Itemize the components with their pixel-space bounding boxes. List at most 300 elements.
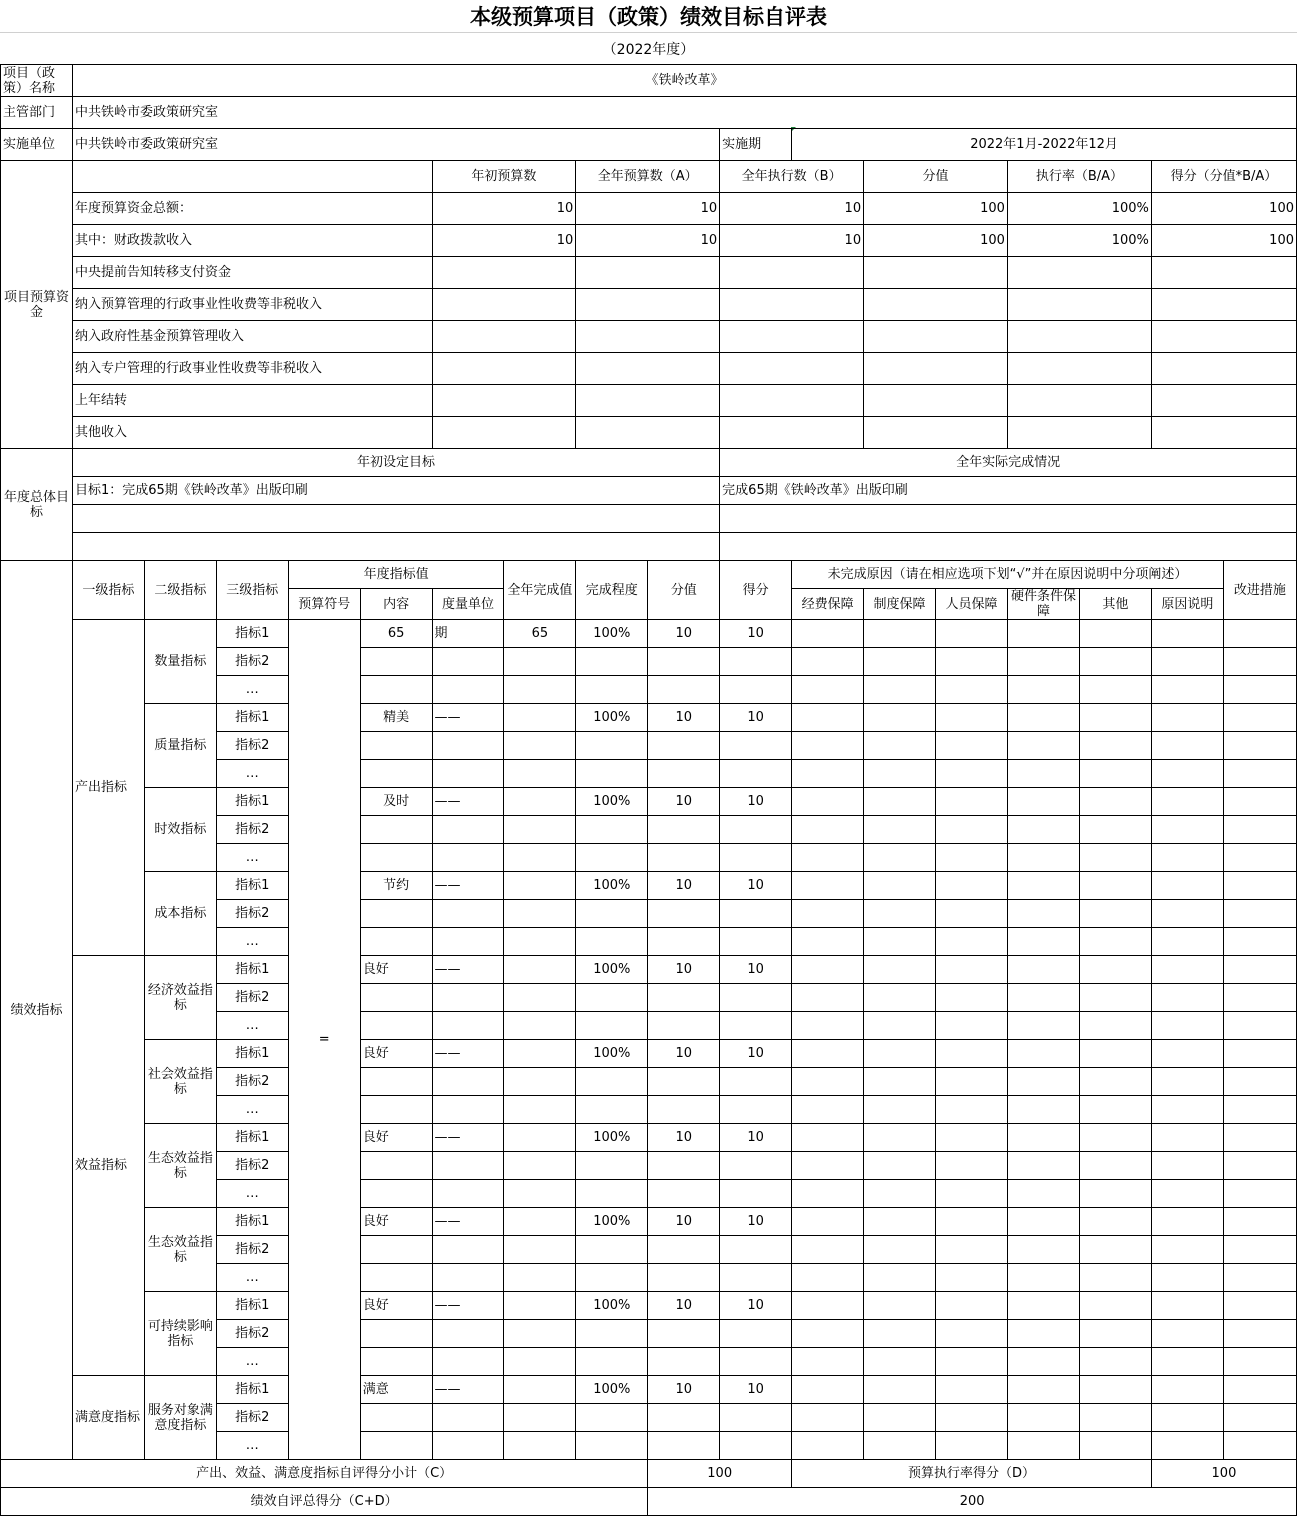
table-row xyxy=(1,289,1297,321)
reason-cell xyxy=(1151,984,1223,1012)
budget-value xyxy=(432,385,576,417)
level2-indicator: 数量指标 xyxy=(144,620,216,704)
reason-cell xyxy=(792,1068,864,1096)
level3-indicator: 指标1 xyxy=(216,872,288,900)
indicator-value xyxy=(648,1180,720,1208)
reason-cell xyxy=(1079,1264,1151,1292)
reason-cell xyxy=(1223,1040,1296,1068)
level3-indicator: 指标1 xyxy=(216,620,288,648)
reason-cell xyxy=(792,1124,864,1152)
budget-section-label: 项目预算资金 xyxy=(1,161,73,449)
reason-cell xyxy=(1079,1068,1151,1096)
indicator-value xyxy=(648,1348,720,1376)
level3-indicator: 指标1 xyxy=(216,1124,288,1152)
level2-indicator: 时效指标 xyxy=(144,788,216,872)
indicator-degree: 100% xyxy=(576,1208,648,1236)
budget-value: 10 xyxy=(432,193,576,225)
indicator-value: 10 xyxy=(648,1040,720,1068)
header-symbol: 预算符号 xyxy=(288,589,360,620)
reason-cell xyxy=(936,872,1008,900)
budget-row-label: 其中：财政拨款收入 xyxy=(72,225,432,257)
table-row xyxy=(1,505,1297,533)
indicator-content: 良好 xyxy=(360,1124,432,1152)
indicator-content xyxy=(360,1068,432,1096)
budget-value: 100% xyxy=(1007,225,1151,257)
budget-value xyxy=(720,353,864,385)
indicator-value xyxy=(648,1264,720,1292)
indicator-completed xyxy=(504,704,576,732)
reason-cell xyxy=(864,984,936,1012)
reason-cell xyxy=(1007,956,1079,984)
reason-cell xyxy=(864,1432,936,1460)
indicator-value xyxy=(648,732,720,760)
level3-indicator: 指标2 xyxy=(216,648,288,676)
header-reasons: 未完成原因（请在相应选项下划“√”并在原因说明中分项阐述） xyxy=(792,561,1224,589)
reason-cell xyxy=(864,1208,936,1236)
indicator-degree: 100% xyxy=(576,788,648,816)
reason-cell xyxy=(1007,872,1079,900)
reason-cell xyxy=(1223,760,1296,788)
dept-label: 主管部门 xyxy=(1,97,73,129)
indicator-value xyxy=(648,1432,720,1460)
level2-indicator: 服务对象满意度指标 xyxy=(144,1376,216,1460)
reason-cell xyxy=(1079,1208,1151,1236)
indicator-unit: —— xyxy=(432,1208,504,1236)
goal-actual: 完成65期《铁岭改革》出版印刷 xyxy=(720,477,1297,505)
header-degree: 完成程度 xyxy=(576,561,648,620)
reason-cell xyxy=(1007,620,1079,648)
indicator-content xyxy=(360,1096,432,1124)
level1-indicator: 效益指标 xyxy=(72,956,144,1376)
reason-cell xyxy=(864,1348,936,1376)
reason-cell xyxy=(1007,760,1079,788)
indicator-score xyxy=(720,984,792,1012)
header-level2: 二级指标 xyxy=(144,561,216,620)
indicator-unit xyxy=(432,1404,504,1432)
indicator-score xyxy=(720,816,792,844)
reason-cell xyxy=(1007,1236,1079,1264)
reason-cell xyxy=(1151,1152,1223,1180)
reason-cell xyxy=(936,1152,1008,1180)
reason-cell xyxy=(1151,1068,1223,1096)
indicator-score xyxy=(720,760,792,788)
reason-cell xyxy=(1007,1152,1079,1180)
reason-cell xyxy=(864,704,936,732)
indicator-degree xyxy=(576,928,648,956)
reason-cell xyxy=(1007,788,1079,816)
budget-value xyxy=(1151,321,1296,353)
reason-cell xyxy=(792,1236,864,1264)
budget-value xyxy=(1151,417,1296,449)
indicator-completed xyxy=(504,1068,576,1096)
budget-value xyxy=(720,289,864,321)
level3-indicator: 指标2 xyxy=(216,984,288,1012)
budget-value: 100 xyxy=(1151,225,1296,257)
reason-cell xyxy=(1223,1376,1296,1404)
level3-indicator: … xyxy=(216,1348,288,1376)
indicator-value: 10 xyxy=(648,1208,720,1236)
indicator-value xyxy=(648,928,720,956)
indicator-content xyxy=(360,760,432,788)
indicator-value xyxy=(648,984,720,1012)
reason-cell xyxy=(1151,1096,1223,1124)
indicator-completed xyxy=(504,732,576,760)
indicator-completed xyxy=(504,1124,576,1152)
indicator-content: 节约 xyxy=(360,872,432,900)
budget-row-label: 年度预算资金总额： xyxy=(72,193,432,225)
reason-cell xyxy=(1223,1320,1296,1348)
indicator-score xyxy=(720,1068,792,1096)
budget-header: 得分（分值*B/A） xyxy=(1151,161,1296,193)
unit-label: 实施单位 xyxy=(1,129,73,161)
indicator-unit: —— xyxy=(432,1376,504,1404)
perf-section-label: 绩效指标 xyxy=(1,561,73,1460)
budget-header: 执行率（B/A） xyxy=(1007,161,1151,193)
reason-cell xyxy=(864,1012,936,1040)
reason-cell xyxy=(936,1264,1008,1292)
goals-initial-header: 年初设定目标 xyxy=(72,449,719,477)
reason-cell xyxy=(1007,676,1079,704)
reason-cell xyxy=(936,844,1008,872)
level3-indicator: 指标2 xyxy=(216,900,288,928)
header-score: 得分 xyxy=(720,561,792,620)
indicator-unit xyxy=(432,1432,504,1460)
reason-cell xyxy=(1151,1432,1223,1460)
goal-initial: 目标1：完成65期《铁岭改革》出版印刷 xyxy=(72,477,719,505)
budget-value xyxy=(576,321,720,353)
reason-cell xyxy=(936,1320,1008,1348)
reason-cell xyxy=(864,620,936,648)
level3-indicator: 指标2 xyxy=(216,732,288,760)
table-row xyxy=(1,533,1297,561)
indicator-content xyxy=(360,816,432,844)
level3-indicator: 指标1 xyxy=(216,704,288,732)
level1-indicator: 满意度指标 xyxy=(72,1376,144,1460)
reason-cell xyxy=(1223,1124,1296,1152)
level3-indicator: 指标2 xyxy=(216,1320,288,1348)
indicator-content xyxy=(360,676,432,704)
indicator-score xyxy=(720,648,792,676)
reason-cell xyxy=(1079,1376,1151,1404)
reason-cell xyxy=(864,844,936,872)
reason-cell xyxy=(1223,928,1296,956)
budget-value xyxy=(432,321,576,353)
indicator-completed xyxy=(504,984,576,1012)
reason-cell xyxy=(792,1320,864,1348)
project-label: 项目（政策）名称 xyxy=(1,65,73,97)
reason-cell xyxy=(1223,1348,1296,1376)
reason-cell xyxy=(1151,1236,1223,1264)
reason-cell xyxy=(792,816,864,844)
indicator-unit: —— xyxy=(432,1292,504,1320)
budget-value xyxy=(1007,353,1151,385)
indicator-score: 10 xyxy=(720,704,792,732)
header-measures: 改进措施 xyxy=(1223,561,1296,620)
reason-cell xyxy=(1223,844,1296,872)
indicator-unit xyxy=(432,648,504,676)
reason-cell xyxy=(1151,872,1223,900)
reason-cell xyxy=(864,928,936,956)
indicator-completed xyxy=(504,1376,576,1404)
indicator-value: 10 xyxy=(648,788,720,816)
reason-cell xyxy=(864,1376,936,1404)
indicator-degree xyxy=(576,732,648,760)
indicator-unit xyxy=(432,1096,504,1124)
budget-value xyxy=(576,257,720,289)
indicator-score xyxy=(720,1096,792,1124)
subtotal-label: 产出、效益、满意度指标自评得分小计（C） xyxy=(1,1460,648,1488)
level3-indicator: … xyxy=(216,1096,288,1124)
reason-cell xyxy=(1223,676,1296,704)
indicator-completed xyxy=(504,1236,576,1264)
header-completed: 全年完成值 xyxy=(504,561,576,620)
reason-cell xyxy=(864,1292,936,1320)
indicator-value xyxy=(648,816,720,844)
indicator-content: 精美 xyxy=(360,704,432,732)
reason-cell xyxy=(1151,1404,1223,1432)
reason-cell xyxy=(1151,956,1223,984)
reason-cell xyxy=(792,872,864,900)
level2-indicator: 生态效益指标 xyxy=(144,1124,216,1208)
budget-value xyxy=(432,257,576,289)
indicator-unit xyxy=(432,844,504,872)
reason-cell xyxy=(1151,1348,1223,1376)
total-label: 绩效自评总得分（C+D） xyxy=(1,1488,648,1516)
budget-value: 10 xyxy=(576,193,720,225)
indicator-score: 10 xyxy=(720,872,792,900)
table-row xyxy=(1,449,1297,477)
indicator-content xyxy=(360,648,432,676)
indicator-value xyxy=(648,900,720,928)
indicator-score xyxy=(720,1348,792,1376)
reason-cell xyxy=(1079,816,1151,844)
table-row xyxy=(1,65,1297,97)
table-row xyxy=(1,1460,1297,1488)
reason-cell xyxy=(936,1376,1008,1404)
table-row xyxy=(1,1376,1297,1404)
table-row xyxy=(1,321,1297,353)
indicator-value: 10 xyxy=(648,1124,720,1152)
level3-indicator: … xyxy=(216,844,288,872)
indicator-unit: 期 xyxy=(432,620,504,648)
reason-cell xyxy=(936,1124,1008,1152)
level3-indicator: 指标1 xyxy=(216,1376,288,1404)
reason-cell xyxy=(792,1432,864,1460)
reason-cell xyxy=(936,928,1008,956)
level3-indicator: … xyxy=(216,760,288,788)
reason-cell xyxy=(792,620,864,648)
indicator-score xyxy=(720,1264,792,1292)
goal-actual xyxy=(720,533,1297,561)
indicator-unit xyxy=(432,676,504,704)
header-unit: 度量单位 xyxy=(432,589,504,620)
reason-cell xyxy=(864,1320,936,1348)
indicator-score: 10 xyxy=(720,1292,792,1320)
reason-cell xyxy=(936,984,1008,1012)
indicator-degree: 100% xyxy=(576,704,648,732)
reason-cell xyxy=(1223,956,1296,984)
indicator-completed xyxy=(504,844,576,872)
reason-cell xyxy=(1151,732,1223,760)
indicator-degree: 100% xyxy=(576,1124,648,1152)
reason-cell xyxy=(864,1124,936,1152)
indicator-value xyxy=(648,1236,720,1264)
level3-indicator: 指标1 xyxy=(216,788,288,816)
indicator-value: 10 xyxy=(648,620,720,648)
reason-cell xyxy=(936,900,1008,928)
indicator-completed xyxy=(504,1432,576,1460)
reason-cell xyxy=(1151,676,1223,704)
reason-cell xyxy=(792,704,864,732)
reason-cell xyxy=(792,1376,864,1404)
indicator-value xyxy=(648,1012,720,1040)
indicator-completed xyxy=(504,760,576,788)
reason-cell xyxy=(1223,704,1296,732)
indicator-unit: —— xyxy=(432,872,504,900)
budget-value xyxy=(1151,257,1296,289)
reason-cell xyxy=(792,788,864,816)
reason-cell xyxy=(936,1348,1008,1376)
indicator-degree xyxy=(576,1180,648,1208)
indicator-degree: 100% xyxy=(576,620,648,648)
reason-cell xyxy=(936,1068,1008,1096)
reason-cell xyxy=(1223,984,1296,1012)
level2-indicator: 生态效益指标 xyxy=(144,1208,216,1292)
header-score-value: 分值 xyxy=(648,561,720,620)
level2-indicator: 质量指标 xyxy=(144,704,216,788)
reason-cell xyxy=(1007,1012,1079,1040)
indicator-degree: 100% xyxy=(576,1040,648,1068)
budget-value xyxy=(1151,289,1296,321)
reason-cell xyxy=(1151,1040,1223,1068)
reason-cell xyxy=(864,872,936,900)
header-reason-col: 人员保障 xyxy=(936,589,1008,620)
reason-cell xyxy=(792,648,864,676)
reason-cell xyxy=(1079,1348,1151,1376)
indicator-degree: 100% xyxy=(576,872,648,900)
table-row xyxy=(1,129,1297,161)
reason-cell xyxy=(936,1292,1008,1320)
reason-cell xyxy=(792,844,864,872)
level2-indicator: 可持续影响指标 xyxy=(144,1292,216,1376)
indicator-degree: 100% xyxy=(576,1376,648,1404)
indicator-completed xyxy=(504,956,576,984)
level1-indicator: 产出指标 xyxy=(72,620,144,956)
level3-indicator: … xyxy=(216,1432,288,1460)
reason-cell xyxy=(1079,648,1151,676)
reason-cell xyxy=(1007,1124,1079,1152)
reason-cell xyxy=(1223,648,1296,676)
reason-cell xyxy=(936,1180,1008,1208)
reason-cell xyxy=(1151,1208,1223,1236)
period-label: 实施期 xyxy=(720,129,792,161)
indicator-content xyxy=(360,1432,432,1460)
reason-cell xyxy=(1223,1208,1296,1236)
indicator-completed xyxy=(504,648,576,676)
reason-cell xyxy=(1007,1376,1079,1404)
indicator-degree xyxy=(576,984,648,1012)
budget-header: 全年执行数（B） xyxy=(720,161,864,193)
table-row xyxy=(1,704,1297,732)
reason-cell xyxy=(1223,1236,1296,1264)
reason-cell xyxy=(1079,676,1151,704)
reason-cell xyxy=(1151,620,1223,648)
reason-cell xyxy=(936,956,1008,984)
reason-cell xyxy=(936,1040,1008,1068)
reason-cell xyxy=(792,900,864,928)
period-value: 2022年1月-2022年12月 xyxy=(792,129,1297,161)
reason-cell xyxy=(1151,760,1223,788)
budget-value xyxy=(864,417,1008,449)
reason-cell xyxy=(936,1236,1008,1264)
reason-cell xyxy=(792,1404,864,1432)
reason-cell xyxy=(1151,1012,1223,1040)
table-row xyxy=(1,872,1297,900)
budget-value xyxy=(864,321,1008,353)
level2-indicator: 成本指标 xyxy=(144,872,216,956)
indicator-score xyxy=(720,676,792,704)
budget-row-label: 上年结转 xyxy=(72,385,432,417)
table-row xyxy=(1,561,1297,589)
indicator-content xyxy=(360,1152,432,1180)
reason-cell xyxy=(1151,648,1223,676)
indicator-degree: 100% xyxy=(576,956,648,984)
header-reason-col: 其他 xyxy=(1079,589,1151,620)
reason-cell xyxy=(1223,1096,1296,1124)
indicator-completed xyxy=(504,1152,576,1180)
reason-cell xyxy=(864,676,936,704)
reason-cell xyxy=(936,1208,1008,1236)
budget-value xyxy=(720,385,864,417)
indicator-degree xyxy=(576,648,648,676)
reason-cell xyxy=(1079,1096,1151,1124)
indicator-value: 10 xyxy=(648,704,720,732)
budget-row-label: 中央提前告知转移支付资金 xyxy=(72,257,432,289)
reason-cell xyxy=(1007,1096,1079,1124)
indicator-degree xyxy=(576,1348,648,1376)
indicator-value xyxy=(648,1320,720,1348)
indicator-score: 10 xyxy=(720,1208,792,1236)
table-row xyxy=(1,1208,1297,1236)
indicator-unit xyxy=(432,760,504,788)
indicator-completed xyxy=(504,816,576,844)
reason-cell xyxy=(1223,1012,1296,1040)
reason-cell xyxy=(864,956,936,984)
reason-cell xyxy=(1007,1264,1079,1292)
indicator-degree xyxy=(576,844,648,872)
goal-initial xyxy=(72,533,719,561)
budget-value xyxy=(576,385,720,417)
budget-symbol: = xyxy=(288,620,360,1460)
indicator-score xyxy=(720,1180,792,1208)
reason-cell xyxy=(864,1264,936,1292)
indicator-degree xyxy=(576,1096,648,1124)
indicator-completed xyxy=(504,676,576,704)
table-row xyxy=(1,257,1297,289)
reason-cell xyxy=(1079,1124,1151,1152)
indicator-degree xyxy=(576,1264,648,1292)
indicator-completed xyxy=(504,1292,576,1320)
budget-row-label: 纳入政府性基金预算管理收入 xyxy=(72,321,432,353)
reason-cell xyxy=(1007,1292,1079,1320)
reason-cell xyxy=(792,1208,864,1236)
reason-cell xyxy=(1079,1040,1151,1068)
reason-cell xyxy=(864,816,936,844)
indicator-score xyxy=(720,1152,792,1180)
budget-value xyxy=(576,417,720,449)
header-reason-col: 制度保障 xyxy=(864,589,936,620)
reason-cell xyxy=(936,1404,1008,1432)
